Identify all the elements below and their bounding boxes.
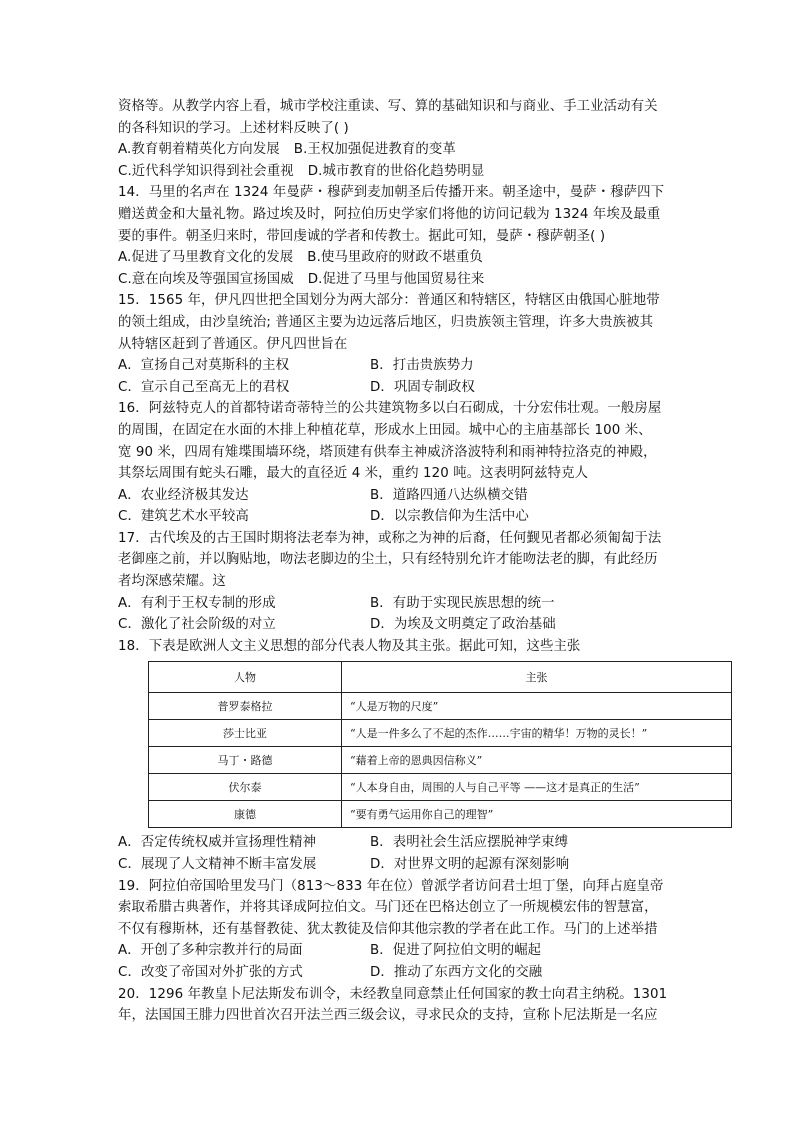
options-row	[118, 854, 678, 876]
options-row	[118, 139, 678, 161]
table-header-row	[149, 662, 732, 693]
table-cell-claim: “人是一件多么了不起的杰作……宇宙的精华！万物的灵长！”	[342, 720, 732, 747]
option-a: A.促进了马里教育文化的发展	[118, 250, 294, 266]
question-text-line: 的周围，在固定在水面的木排上种植花草，形成水上田园。城中心的主庙基部长 100 米、	[118, 422, 652, 438]
question-text-line: 资格等。从教学内容上看，城市学校注重读、写、算的基础知识和与商业、手工业活动有关	[118, 99, 658, 114]
question-text-line: 其祭坛周围有蛇头石雕，最大的直径近 4 米，重约 120 吨。这表明阿兹特克人	[118, 466, 589, 482]
question-text-line: 年，法国国王腓力四世首次召开法兰西三级会议，寻求民众的支持，宣称卜尼法斯是一名应	[118, 1008, 658, 1024]
question-text-line: 不仅有穆斯林，还有基督教徒、犹太教徒及信仰其他宗教的学者在此工作。马门的上述举措	[118, 921, 658, 937]
option-a: A．有利于王权专制的形成	[118, 595, 276, 611]
table-cell-person: 马丁・路德	[149, 747, 342, 774]
question-14	[118, 182, 678, 290]
exam-page	[118, 96, 678, 1027]
question-text-line: 赠送黄金和大量礼物。路过埃及时，阿拉伯历史学家们将他的访问记载为 1324 年埃及最重	[118, 206, 661, 222]
question-13	[118, 96, 678, 182]
option-a: A.教育朝着精英化方向发展	[118, 142, 280, 158]
question-20	[118, 984, 678, 1027]
table-cell-claim: “人本身自由，周围的人与自己平等 ——这才是真正的生活”	[342, 774, 732, 801]
question-16	[118, 398, 678, 528]
question-text-line: 18．下表是欧洲人文主义思想的部分代表人物及其主张。据此可知，这些主张	[118, 638, 581, 654]
question-text-line: 19．阿拉伯帝国哈里发马门（813～833 年在位）曾派学者访问君士坦丁堡，向拜占庭皇帝	[118, 878, 664, 894]
option-b: B．促进了阿拉伯文明的崛起	[370, 943, 542, 959]
humanism-table	[148, 661, 732, 828]
options-row	[118, 269, 678, 291]
option-c: C．建筑艺术水平较高	[118, 509, 249, 525]
option-b: B.王权加强促进教育的变革	[293, 142, 456, 158]
options-row	[118, 377, 678, 399]
question-text-line: 要的事件。朝圣归来时，带回虔诚的学者和传教士。据此可知，曼萨・穆萨朝圣( )	[118, 228, 606, 244]
options-row	[118, 832, 678, 854]
option-b: B．打击贵族势力	[370, 358, 474, 374]
option-c: C.意在向埃及等强国宣扬国威	[118, 271, 294, 287]
table-header-cell: 主张	[342, 662, 732, 693]
options-row	[118, 355, 678, 377]
option-c: C.近代科学知识得到社会重视	[118, 163, 294, 179]
question-text-line: 从特辖区赶到了普通区。伊凡四世旨在	[118, 336, 348, 352]
options-row	[118, 247, 678, 269]
option-b: B．有助于实现民族思想的统一	[370, 595, 555, 611]
table-header-cell: 人物	[149, 662, 342, 693]
option-d: D．以宗教信仰为生活中心	[370, 509, 529, 525]
table-cell-claim: “人是万物的尺度”	[342, 693, 732, 720]
options-row	[118, 161, 678, 183]
table-row	[149, 747, 732, 774]
option-c: C．改变了帝国对外扩张的方式	[118, 965, 303, 980]
option-b: B．表明社会生活应摆脱神学束缚	[370, 835, 569, 851]
question-text-line: 老御座之前，并以胸贴地，吻法老脚边的尘土，只有经特别允许才能吻法老的脚，有此经历	[118, 552, 658, 568]
question-text-line: 15．1565 年，伊凡四世把全国划分为两大部分：普通区和特辖区，特辖区由俄国心脏地带	[118, 293, 660, 309]
option-b: B.使马里政府的财政不堪重负	[307, 250, 483, 266]
question-text-line: 14．马里的名声在 1324 年曼萨・穆萨到麦加朝圣后传播开来。朝圣途中，曼萨・穆萨四下	[118, 185, 665, 201]
question-text-line: 宽 90 米，四周有雉堞围墙环绕，塔顶建有供奉主神威济洛波特利和雨神特拉洛克的神殿，	[118, 444, 657, 460]
option-a: A．宣扬自己对莫斯科的主权	[118, 358, 290, 374]
options-row	[118, 962, 678, 984]
table-cell-person: 普罗泰格拉	[149, 693, 342, 720]
question-18	[118, 636, 678, 876]
option-d: D．为埃及文明奠定了政治基础	[370, 617, 556, 633]
option-c: C．展现了人文精神不断丰富发展	[118, 857, 317, 873]
table-row	[149, 720, 732, 747]
question-17	[118, 528, 678, 636]
option-d: D．对世界文明的起源有深刻影响	[370, 857, 570, 873]
question-text-line: 16．阿兹特克人的首都特诺奇蒂特兰的公共建筑物多以白石砌成，十分宏伟壮观。一般房屋	[118, 401, 662, 417]
table-cell-claim: “藉着上帝的恩典因信称义”	[342, 747, 732, 774]
option-a: A．否定传统权威并宣扬理性精神	[118, 835, 317, 851]
option-d: D.促进了马里与他国贸易往来	[307, 271, 485, 287]
table-row	[149, 801, 732, 828]
option-c: C．激化了社会阶级的对立	[118, 617, 276, 633]
question-text-line: 者均深感荣耀。这	[118, 574, 226, 590]
question-text-line: 17．古代埃及的古王国时期将法老奉为神，或称之为神的后裔，任何觐见者都必须匍匐于法	[118, 530, 662, 546]
question-text-line: 的领土组成，由沙皇统治; 普通区主要为边远落后地区，归贵族领主管理，许多大贵族被其	[118, 314, 654, 330]
option-a: A．开创了多种宗教并行的局面	[118, 943, 303, 959]
table-cell-person: 莎士比亚	[149, 720, 342, 747]
table-row	[149, 693, 732, 720]
options-row	[118, 940, 678, 962]
options-row	[118, 506, 678, 528]
option-c: C．宣示自己至高无上的君权	[118, 379, 290, 395]
option-a: A．农业经济极其发达	[118, 487, 249, 503]
question-19	[118, 876, 678, 984]
table-row	[149, 774, 732, 801]
question-text-line: 的各科知识的学习。上述材料反映了( )	[118, 120, 349, 136]
table-cell-person: 康德	[149, 801, 342, 828]
table-cell-claim: “要有勇气运用你自己的理智”	[342, 801, 732, 828]
question-15	[118, 290, 678, 398]
option-b: B．道路四通八达纵横交错	[370, 487, 528, 503]
question-text-line: 20．1296 年教皇卜尼法斯发布训令，未经教皇同意禁止任何国家的教士向君主纳税。1301	[118, 986, 668, 1002]
option-d: D．巩固专制政权	[370, 379, 475, 395]
options-row	[118, 593, 678, 615]
options-row	[118, 485, 678, 507]
option-d: D．推动了东西方文化的交融	[370, 965, 543, 980]
table-cell-person: 伏尔泰	[149, 774, 342, 801]
option-d: D.城市教育的世俗化趋势明显	[307, 163, 485, 179]
question-text-line: 索取希腊古典著作，并将其译成阿拉伯文。马门还在巴格达创立了一所规模宏伟的智慧富，	[118, 900, 658, 916]
options-row	[118, 614, 678, 636]
